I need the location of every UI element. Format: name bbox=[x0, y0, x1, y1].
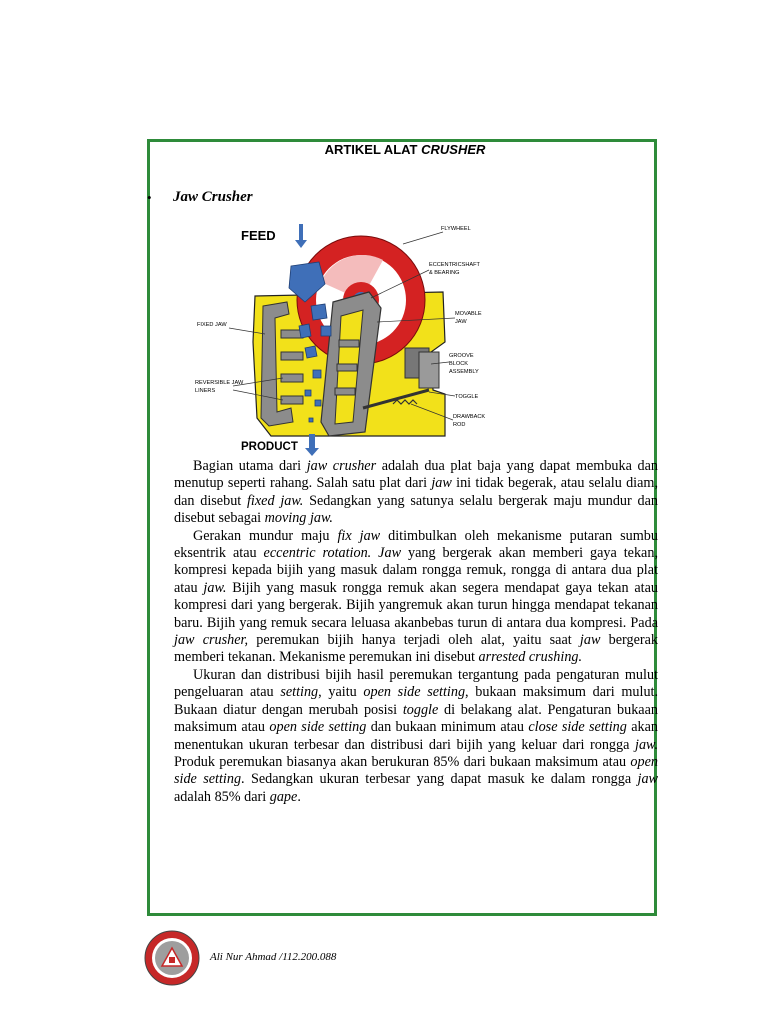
section-heading: Jaw Crusher bbox=[173, 189, 253, 205]
eccentric-label-2: & BEARING bbox=[429, 270, 460, 276]
paragraph bbox=[174, 458, 658, 528]
text-run: Bijih yang masuk rongga remuk akan segera mendapat gaya tekan atau kompresi dari yang bergerak. Bijih yangremuk akan turun hingga mendapat tekanan baru. Bijih yang remuk secara leluasa akanbebas turun di antara dua kompresi. Pada bbox=[174, 579, 658, 631]
italic-term: open side setting bbox=[174, 753, 658, 788]
italic-term: open side setting bbox=[363, 684, 466, 701]
text-run: adalah 85% dari bbox=[174, 788, 270, 805]
text-run: ditimbulkan oleh mekanisme putaran sumbu eksentrik atau bbox=[174, 527, 658, 562]
italic-term: eccentric rotation. Jaw bbox=[263, 545, 402, 562]
movable-label-2: JAW bbox=[455, 319, 467, 325]
page-title: ARTIKEL ALAT CRUSHER bbox=[324, 142, 486, 157]
product-label: PRODUCT bbox=[241, 441, 298, 453]
text-run: akan menentukan ukuran terbesar dan distribusi dari bijih yang keluar dari rongga bbox=[174, 719, 659, 753]
italic-term: jaw bbox=[579, 632, 601, 649]
author-footer: Ali Nur Ahmad /112.200.088 bbox=[210, 951, 337, 963]
text-run: peremukan bijih hanya terjadi oleh alat, yaitu saat bbox=[248, 632, 580, 649]
toggle-label: TOGGLE bbox=[455, 394, 479, 400]
movable-label-1: MOVABLE bbox=[455, 311, 482, 317]
drawback-label-2: ROD bbox=[453, 422, 466, 428]
text-run: Sedangkan yang satunya selalu bergerak maju mundur dan disebut sebagai bbox=[174, 492, 658, 527]
italic-term: jaw bbox=[431, 475, 452, 492]
groove-label-1: GROOVE bbox=[449, 353, 474, 359]
jaw-crusher-diagram bbox=[193, 222, 491, 458]
bullet-dot-icon: • bbox=[147, 190, 152, 205]
university-seal-icon bbox=[144, 930, 200, 986]
italic-term: setting bbox=[280, 684, 319, 701]
text-run: yang bergerak akan memberi gaya tekan, kompresi kepada bijih yang masuk dalam rongga remuk, rongga di antara dua plat atau bbox=[174, 545, 658, 596]
groove-label-2: BLOCK bbox=[449, 361, 468, 367]
feed-label: FEED bbox=[241, 228, 276, 243]
italic-term: fix jaw bbox=[337, 527, 381, 544]
eccentric-label-1: ECCENTRICSHAFT bbox=[429, 262, 480, 268]
italic-term: jaw. bbox=[635, 736, 658, 753]
fixed-jaw-label: FIXED JAW bbox=[197, 322, 227, 328]
italic-term: jaw crusher, bbox=[174, 632, 249, 649]
text-run: bergerak memberi tekanan. Mekanisme peremukan ini disebut bbox=[174, 632, 658, 666]
groove-label-3: ASSEMBLY bbox=[449, 369, 479, 375]
text-run: di belakang alat. Pengaturan bukaan maksimum atau bbox=[174, 701, 658, 736]
paragraph bbox=[174, 667, 658, 806]
text-run: . bbox=[297, 788, 301, 805]
reversible-label-1: REVERSIBLE JAW bbox=[195, 380, 244, 386]
italic-term: jaw. bbox=[203, 579, 227, 596]
italic-term: gape bbox=[269, 788, 298, 805]
text-run: , yaitu bbox=[318, 684, 364, 701]
paragraph bbox=[174, 528, 658, 667]
italic-term: jaw crusher bbox=[306, 458, 377, 474]
italic-term: fixed jaw. bbox=[246, 492, 304, 509]
text-run: Produk peremukan biasanya akan berukuran 85% dari bukaan maksimum atau bbox=[174, 753, 631, 770]
italic-term: jaw bbox=[637, 771, 658, 788]
text-run: ini tidak begerak, atau selalu diam, dan disebut bbox=[174, 475, 658, 509]
text-run: Gerakan mundur maju bbox=[193, 527, 338, 544]
text-run: . Sedangkan ukuran terbesar yang dapat masuk ke dalam rongga bbox=[241, 771, 638, 788]
text-run: , bukaan maksimum dari mulut. Bukaan diatur dengan merubah posisi bbox=[174, 684, 659, 718]
italic-term: open side setting bbox=[269, 719, 367, 736]
text-run: dan bukaan minimum atau bbox=[366, 719, 529, 736]
italic-term: moving jaw. bbox=[264, 510, 333, 527]
italic-term: toggle bbox=[402, 701, 439, 718]
italic-term: arrested crushing. bbox=[478, 649, 583, 666]
text-run: Bagian utama dari bbox=[193, 458, 307, 474]
flywheel-label: FLYWHEEL bbox=[441, 226, 471, 232]
text-run: Ukuran dan distribusi bijih hasil peremukan tergantung pada pengaturan mulut pengeluaran atau bbox=[174, 666, 658, 701]
italic-term: close side setting bbox=[528, 719, 627, 736]
reversible-label-2: LINERS bbox=[195, 388, 216, 394]
drawback-label-1: DRAWBACK bbox=[453, 414, 486, 420]
text-run: adalah dua plat baja yang dapat membuka dan menutup seperti rahang. Salah satu plat dari bbox=[174, 458, 658, 492]
article-body bbox=[174, 458, 658, 806]
